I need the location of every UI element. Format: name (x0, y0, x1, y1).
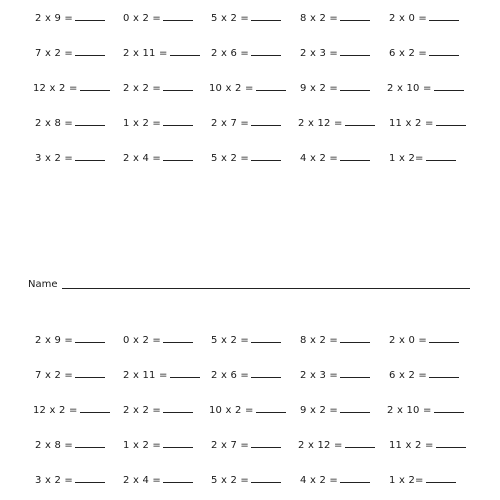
problem-text: 2 x 12 = (298, 118, 343, 129)
problem-text: 2 x 4 = (123, 153, 161, 164)
answer-blank[interactable] (426, 150, 456, 161)
problem-text: 12 x 2 = (33, 83, 78, 94)
problem-text: 2 x 12 = (298, 440, 343, 451)
problem (123, 400, 219, 422)
problem-text: 2 x 8 = (35, 440, 73, 451)
answer-blank[interactable] (434, 80, 464, 91)
answer-blank[interactable] (163, 402, 193, 413)
problem (33, 400, 129, 422)
answer-blank[interactable] (429, 45, 459, 56)
problem (123, 470, 219, 492)
answer-blank[interactable] (251, 45, 281, 56)
answer-blank[interactable] (163, 437, 193, 448)
answer-blank[interactable] (429, 10, 459, 21)
answer-blank[interactable] (256, 402, 286, 413)
problem-text: 8 x 2 = (300, 335, 338, 346)
problem-text: 7 x 2 = (35, 48, 73, 59)
problem (123, 365, 219, 387)
answer-blank[interactable] (75, 367, 105, 378)
problem-row (0, 78, 500, 100)
answer-blank[interactable] (340, 10, 370, 21)
name-label: Name (28, 279, 58, 290)
problem (35, 435, 131, 457)
problem-row (0, 43, 500, 65)
problem-text: 2 x 2 = (123, 405, 161, 416)
problem (300, 8, 396, 30)
problem-text: 7 x 2 = (35, 370, 73, 381)
problem (211, 43, 307, 65)
answer-blank[interactable] (251, 10, 281, 21)
problem (35, 330, 131, 352)
problem-text: 2 x 7 = (211, 118, 249, 129)
problem-text: 2 x 6 = (211, 48, 249, 59)
problem (35, 43, 131, 65)
answer-blank[interactable] (75, 150, 105, 161)
name-field[interactable] (62, 288, 470, 289)
answer-blank[interactable] (170, 367, 200, 378)
answer-blank[interactable] (340, 80, 370, 91)
problem (211, 113, 307, 135)
answer-blank[interactable] (170, 45, 200, 56)
answer-blank[interactable] (345, 115, 375, 126)
answer-blank[interactable] (75, 115, 105, 126)
problem-row (0, 365, 500, 387)
problem-text: 6 x 2 = (389, 48, 427, 59)
problem-row (0, 8, 500, 30)
problem-text: 12 x 2 = (33, 405, 78, 416)
problem-text: 5 x 2 = (211, 13, 249, 24)
answer-blank[interactable] (251, 115, 281, 126)
problem-row (0, 400, 500, 422)
problem (389, 470, 485, 492)
problem (389, 365, 485, 387)
problem (35, 113, 131, 135)
problem (389, 113, 485, 135)
answer-blank[interactable] (340, 45, 370, 56)
problem-row (0, 435, 500, 457)
answer-blank[interactable] (436, 115, 466, 126)
problem (123, 8, 219, 30)
problem (389, 43, 485, 65)
problem (389, 8, 485, 30)
problem-text: 2 x 0 = (389, 13, 427, 24)
problem (123, 78, 219, 100)
problem-text: 2 x 11 = (123, 48, 168, 59)
problem-text: 5 x 2 = (211, 335, 249, 346)
problem-text: 2 x 4 = (123, 475, 161, 486)
problem-text: 2 x 10 = (387, 83, 432, 94)
answer-blank[interactable] (163, 115, 193, 126)
answer-blank[interactable] (345, 437, 375, 448)
problem (300, 78, 396, 100)
problem (387, 78, 483, 100)
answer-blank[interactable] (340, 472, 370, 483)
problem-text: 0 x 2 = (123, 335, 161, 346)
problem (33, 78, 129, 100)
answer-blank[interactable] (340, 150, 370, 161)
problem (389, 148, 485, 170)
problem-text: 11 x 2 = (389, 440, 434, 451)
answer-blank[interactable] (163, 80, 193, 91)
problem (300, 330, 396, 352)
problem (123, 43, 219, 65)
problem (35, 148, 131, 170)
problem (123, 148, 219, 170)
answer-blank[interactable] (80, 402, 110, 413)
answer-blank[interactable] (251, 437, 281, 448)
problem-row (0, 330, 500, 352)
name-line (28, 276, 470, 294)
problem-text: 2 x 8 = (35, 118, 73, 129)
problem (211, 435, 307, 457)
problem-text: 8 x 2 = (300, 13, 338, 24)
problem (389, 435, 485, 457)
problem-text: 4 x 2 = (300, 475, 338, 486)
problem-text: 10 x 2 = (209, 405, 254, 416)
problem (211, 365, 307, 387)
problem-text: 1 x 2= (389, 153, 424, 164)
answer-blank[interactable] (163, 332, 193, 343)
answer-blank[interactable] (251, 150, 281, 161)
problem-text: 2 x 2 = (123, 83, 161, 94)
answer-blank[interactable] (75, 437, 105, 448)
answer-blank[interactable] (251, 367, 281, 378)
answer-blank[interactable] (426, 472, 456, 483)
problem (300, 148, 396, 170)
problem (211, 8, 307, 30)
problem (300, 400, 396, 422)
answer-blank[interactable] (75, 45, 105, 56)
problem-text: 1 x 2 = (123, 118, 161, 129)
answer-blank[interactable] (429, 367, 459, 378)
problem-text: 2 x 10 = (387, 405, 432, 416)
problem (211, 148, 307, 170)
problem-text: 4 x 2 = (300, 153, 338, 164)
answer-blank[interactable] (163, 10, 193, 21)
problem (298, 113, 394, 135)
problem-text: 2 x 7 = (211, 440, 249, 451)
problem-text: 2 x 11 = (123, 370, 168, 381)
problem-text: 10 x 2 = (209, 83, 254, 94)
answer-blank[interactable] (340, 332, 370, 343)
answer-blank[interactable] (340, 367, 370, 378)
problem (298, 435, 394, 457)
problem (300, 470, 396, 492)
problem (123, 330, 219, 352)
answer-blank[interactable] (75, 472, 105, 483)
problem-text: 2 x 9 = (35, 13, 73, 24)
answer-blank[interactable] (429, 332, 459, 343)
answer-blank[interactable] (436, 437, 466, 448)
answer-blank[interactable] (251, 332, 281, 343)
answer-blank[interactable] (163, 150, 193, 161)
problem-text: 9 x 2 = (300, 405, 338, 416)
problem-text: 6 x 2 = (389, 370, 427, 381)
answer-blank[interactable] (75, 332, 105, 343)
problem (211, 470, 307, 492)
answer-blank[interactable] (251, 472, 281, 483)
problem-text: 2 x 6 = (211, 370, 249, 381)
problem-text: 9 x 2 = (300, 83, 338, 94)
problem-text: 2 x 0 = (389, 335, 427, 346)
problem-text: 2 x 3 = (300, 48, 338, 59)
problem-text: 2 x 9 = (35, 335, 73, 346)
problem (300, 365, 396, 387)
answer-blank[interactable] (256, 80, 286, 91)
problem (387, 400, 483, 422)
problem-text: 3 x 2 = (35, 475, 73, 486)
answer-blank[interactable] (163, 472, 193, 483)
problem-text: 1 x 2= (389, 475, 424, 486)
problem (123, 435, 219, 457)
problem-text: 5 x 2 = (211, 475, 249, 486)
problem-text: 2 x 3 = (300, 370, 338, 381)
problem-text: 5 x 2 = (211, 153, 249, 164)
problem (209, 400, 305, 422)
answer-blank[interactable] (434, 402, 464, 413)
problem-text: 1 x 2 = (123, 440, 161, 451)
answer-blank[interactable] (80, 80, 110, 91)
problem-row (0, 470, 500, 492)
problem-text: 0 x 2 = (123, 13, 161, 24)
problem-text: 3 x 2 = (35, 153, 73, 164)
problem-row (0, 148, 500, 170)
problem (35, 470, 131, 492)
problem (123, 113, 219, 135)
problem (300, 43, 396, 65)
problem (209, 78, 305, 100)
problem (211, 330, 307, 352)
problem (35, 365, 131, 387)
problem (35, 8, 131, 30)
problem (389, 330, 485, 352)
problem-text: 11 x 2 = (389, 118, 434, 129)
problem-row (0, 113, 500, 135)
answer-blank[interactable] (340, 402, 370, 413)
answer-blank[interactable] (75, 10, 105, 21)
